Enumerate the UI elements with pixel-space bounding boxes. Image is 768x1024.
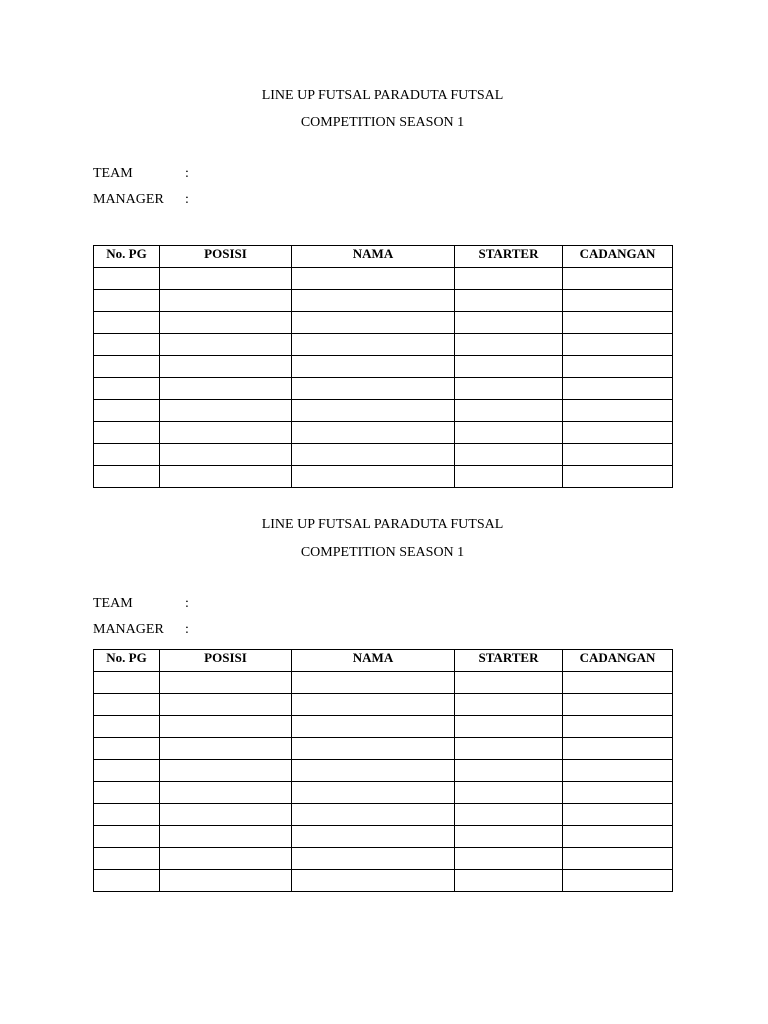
- cell-posisi: [160, 290, 292, 312]
- form-title: LINE UP FUTSAL PARADUTA FUTSAL: [261, 88, 504, 103]
- cell-posisi: [160, 444, 292, 466]
- cell-no-pg: [94, 672, 160, 694]
- cell-starter: [455, 312, 563, 334]
- cell-nama: [292, 334, 455, 356]
- manager-separator: :: [185, 192, 189, 207]
- table-header-row: [94, 246, 673, 268]
- manager-separator: :: [185, 622, 189, 637]
- cell-starter: [455, 782, 563, 804]
- cell-starter: [455, 738, 563, 760]
- table-row: [94, 694, 673, 716]
- cell-starter: [455, 672, 563, 694]
- team-label: TEAM: [93, 596, 133, 611]
- cell-no-pg: [94, 826, 160, 848]
- cell-no-pg: [94, 738, 160, 760]
- cell-nama: [292, 694, 455, 716]
- cell-nama: [292, 268, 455, 290]
- cell-no-pg: [94, 848, 160, 870]
- cell-cadangan: [563, 694, 673, 716]
- cell-starter: [455, 334, 563, 356]
- cell-cadangan: [563, 716, 673, 738]
- cell-starter: [455, 870, 563, 892]
- cell-starter: [455, 400, 563, 422]
- cell-cadangan: [563, 672, 673, 694]
- table-row: [94, 334, 673, 356]
- cell-posisi: [160, 422, 292, 444]
- cell-nama: [292, 378, 455, 400]
- table-header-row: [94, 650, 673, 672]
- cell-no-pg: [94, 760, 160, 782]
- table-row: [94, 760, 673, 782]
- cell-no-pg: [94, 334, 160, 356]
- cell-starter: [455, 694, 563, 716]
- cell-nama: [292, 672, 455, 694]
- cell-posisi: [160, 312, 292, 334]
- cell-no-pg: [94, 356, 160, 378]
- header-nama: NAMA: [292, 246, 455, 268]
- cell-nama: [292, 848, 455, 870]
- cell-starter: [455, 804, 563, 826]
- table-row: [94, 848, 673, 870]
- header-starter: STARTER: [455, 246, 563, 268]
- lineup-table: [93, 649, 673, 892]
- cell-no-pg: [94, 444, 160, 466]
- cell-starter: [455, 826, 563, 848]
- table-row: [94, 826, 673, 848]
- cell-posisi: [160, 268, 292, 290]
- cell-nama: [292, 356, 455, 378]
- cell-cadangan: [563, 268, 673, 290]
- cell-no-pg: [94, 804, 160, 826]
- table-row: [94, 870, 673, 892]
- cell-no-pg: [94, 400, 160, 422]
- cell-cadangan: [563, 422, 673, 444]
- table-row: [94, 290, 673, 312]
- cell-starter: [455, 760, 563, 782]
- cell-posisi: [160, 804, 292, 826]
- cell-nama: [292, 738, 455, 760]
- cell-posisi: [160, 334, 292, 356]
- manager-field: [93, 621, 672, 639]
- table-body: [94, 268, 673, 488]
- cell-nama: [292, 312, 455, 334]
- cell-nama: [292, 466, 455, 488]
- team-field: [93, 165, 672, 183]
- cell-posisi: [160, 694, 292, 716]
- table-body: [94, 672, 673, 892]
- header-fields: [93, 165, 672, 209]
- form-subtitle: COMPETITION SEASON 1: [300, 115, 465, 130]
- cell-no-pg: [94, 466, 160, 488]
- cell-cadangan: [563, 378, 673, 400]
- table-row: [94, 804, 673, 826]
- cell-posisi: [160, 782, 292, 804]
- header-no-pg: No. PG: [94, 246, 160, 268]
- header-starter: STARTER: [455, 650, 563, 672]
- lineup-table: [93, 245, 673, 488]
- cell-nama: [292, 826, 455, 848]
- cell-starter: [455, 378, 563, 400]
- cell-no-pg: [94, 694, 160, 716]
- cell-cadangan: [563, 826, 673, 848]
- cell-starter: [455, 466, 563, 488]
- cell-cadangan: [563, 312, 673, 334]
- header-cadangan: CADANGAN: [563, 246, 673, 268]
- cell-cadangan: [563, 848, 673, 870]
- table-row: [94, 356, 673, 378]
- cell-no-pg: [94, 290, 160, 312]
- table-row: [94, 672, 673, 694]
- cell-posisi: [160, 356, 292, 378]
- cell-nama: [292, 760, 455, 782]
- cell-no-pg: [94, 378, 160, 400]
- cell-posisi: [160, 716, 292, 738]
- table-row: [94, 444, 673, 466]
- cell-starter: [455, 422, 563, 444]
- cell-nama: [292, 804, 455, 826]
- table-row: [94, 312, 673, 334]
- cell-cadangan: [563, 782, 673, 804]
- cell-cadangan: [563, 400, 673, 422]
- cell-posisi: [160, 400, 292, 422]
- cell-starter: [455, 290, 563, 312]
- manager-field: [93, 191, 672, 209]
- cell-starter: [455, 268, 563, 290]
- cell-nama: [292, 444, 455, 466]
- cell-cadangan: [563, 760, 673, 782]
- header-posisi: POSISI: [160, 246, 292, 268]
- table-row: [94, 466, 673, 488]
- cell-posisi: [160, 826, 292, 848]
- cell-nama: [292, 290, 455, 312]
- cell-no-pg: [94, 716, 160, 738]
- manager-label: MANAGER: [93, 192, 164, 207]
- cell-cadangan: [563, 804, 673, 826]
- lineup-form-2: [93, 515, 672, 665]
- header-nama: NAMA: [292, 650, 455, 672]
- lineup-form-1: [93, 86, 672, 261]
- manager-label: MANAGER: [93, 622, 164, 637]
- cell-cadangan: [563, 444, 673, 466]
- table-row: [94, 422, 673, 444]
- form-subtitle: COMPETITION SEASON 1: [300, 545, 465, 560]
- cell-nama: [292, 870, 455, 892]
- cell-posisi: [160, 760, 292, 782]
- cell-starter: [455, 716, 563, 738]
- cell-cadangan: [563, 356, 673, 378]
- table-row: [94, 400, 673, 422]
- cell-starter: [455, 356, 563, 378]
- team-separator: :: [185, 166, 189, 181]
- cell-starter: [455, 848, 563, 870]
- team-field: [93, 595, 672, 613]
- cell-no-pg: [94, 422, 160, 444]
- cell-posisi: [160, 378, 292, 400]
- header-no-pg: No. PG: [94, 650, 160, 672]
- table-row: [94, 378, 673, 400]
- cell-nama: [292, 782, 455, 804]
- table-row: [94, 738, 673, 760]
- team-label: TEAM: [93, 166, 133, 181]
- cell-no-pg: [94, 312, 160, 334]
- cell-no-pg: [94, 870, 160, 892]
- cell-posisi: [160, 870, 292, 892]
- cell-posisi: [160, 738, 292, 760]
- cell-cadangan: [563, 466, 673, 488]
- header-posisi: POSISI: [160, 650, 292, 672]
- cell-starter: [455, 444, 563, 466]
- table-row: [94, 268, 673, 290]
- team-separator: :: [185, 596, 189, 611]
- header-cadangan: CADANGAN: [563, 650, 673, 672]
- cell-no-pg: [94, 782, 160, 804]
- cell-cadangan: [563, 290, 673, 312]
- cell-no-pg: [94, 268, 160, 290]
- cell-cadangan: [563, 334, 673, 356]
- cell-posisi: [160, 672, 292, 694]
- form-title: LINE UP FUTSAL PARADUTA FUTSAL: [261, 517, 504, 532]
- cell-cadangan: [563, 870, 673, 892]
- cell-nama: [292, 716, 455, 738]
- table-row: [94, 782, 673, 804]
- header-fields: [93, 595, 672, 639]
- cell-posisi: [160, 848, 292, 870]
- cell-nama: [292, 422, 455, 444]
- table-row: [94, 716, 673, 738]
- cell-cadangan: [563, 738, 673, 760]
- cell-nama: [292, 400, 455, 422]
- cell-posisi: [160, 466, 292, 488]
